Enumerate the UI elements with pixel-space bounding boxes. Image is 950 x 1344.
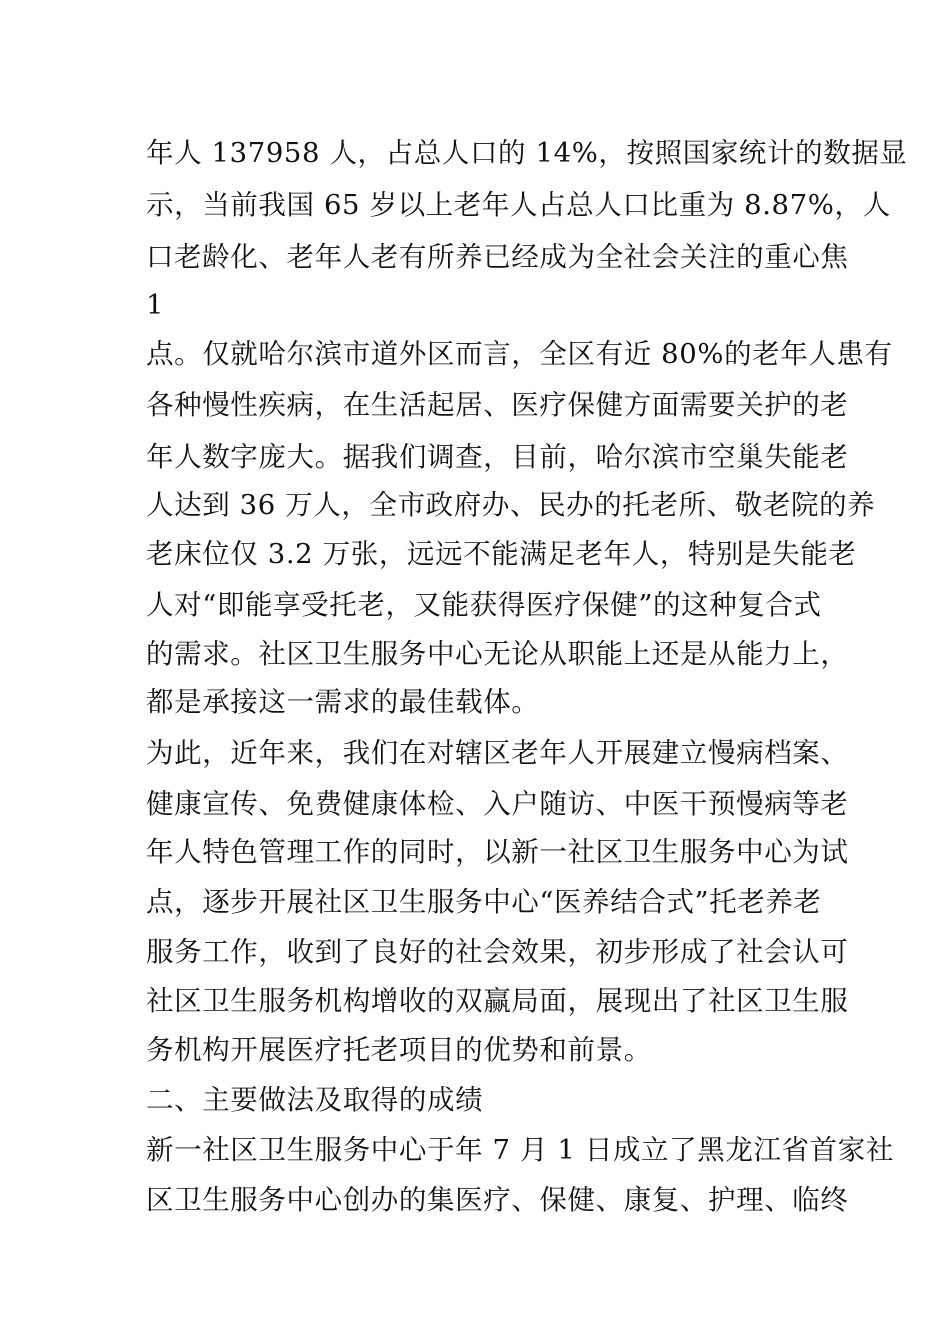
text-line: 人对“即能享受托老，又能获得医疗保健”的这种复合式	[146, 589, 822, 621]
text-line: 的需求。社区卫生服务中心无论从职能上还是从能力上，	[146, 638, 849, 670]
text-line: 年人特色管理工作的同时，以新一社区卫生服务中心为试	[146, 836, 849, 868]
text-line: 年人数字庞大。据我们调查，目前，哈尔滨市空巢失能老	[146, 441, 849, 473]
text-line: 口老龄化、老年人老有所养已经成为全社会关注的重心焦	[146, 241, 849, 273]
text-line: 社区卫生服务机构增收的双赢局面，展现出了社区卫生服	[146, 985, 849, 1017]
text-line: 各种慢性疾病，在生活起居、医疗保健方面需要关护的老	[146, 389, 849, 421]
text-line: 年人 137958 人，占总人口的 14%，按照国家统计的数据显	[146, 137, 908, 169]
text-line: 人达到 36 万人，全市政府办、民办的托老所、敬老院的养	[146, 489, 876, 521]
text-line: 新一社区卫生服务中心于年 7 月 1 日成立了黑龙江省首家社	[146, 1134, 894, 1166]
text-line: 老床位仅 3.2 万张，远远不能满足老年人，特别是失能老	[146, 538, 857, 570]
text-line: 为此，近年来，我们在对辖区老年人开展建立慢病档案、	[146, 737, 849, 769]
text-line: 服务工作，收到了良好的社会效果，初步形成了社会认可	[146, 936, 849, 968]
section-heading: 二、主要做法及取得的成绩	[146, 1084, 484, 1116]
text-line: 点，逐步开展社区卫生服务中心“医养结合式”托老养老	[146, 886, 822, 918]
text-line: 点。仅就哈尔滨市道外区而言，全区有近 80%的老年人患有	[146, 338, 893, 370]
text-line: 健康宣传、免费健康体检、入户随访、中医干预慢病等老	[146, 788, 849, 820]
text-line: 示，当前我国 65 岁以上老年人占总人口比重为 8.87%，人	[146, 189, 891, 221]
text-line: 务机构开展医疗托老项目的优势和前景。	[146, 1034, 652, 1066]
page-number: 1	[146, 289, 165, 321]
text-line: 都是承接这一需求的最佳载体。	[146, 686, 540, 718]
text-line: 区卫生服务中心创办的集医疗、保健、康复、护理、临终	[146, 1184, 849, 1216]
